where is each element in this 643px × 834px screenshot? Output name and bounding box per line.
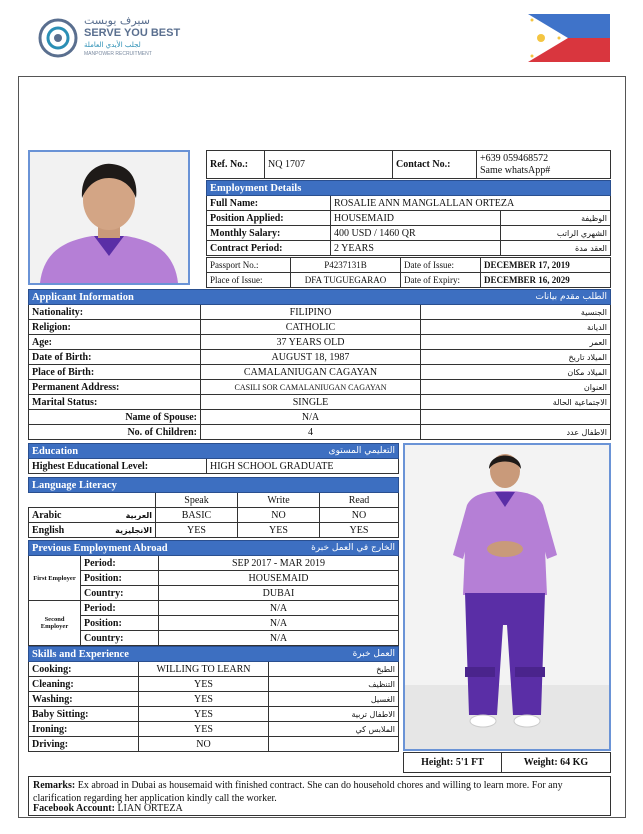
arabic-write: NO	[238, 508, 320, 523]
nationality-ar: الجنسية	[421, 305, 611, 320]
second-country-value: N/A	[159, 631, 399, 646]
children-label: No. of Children:	[29, 425, 201, 440]
driving-ar	[269, 737, 399, 752]
education-value: HIGH SCHOOL GRADUATE	[207, 459, 399, 474]
babysitting-ar: الاطفال تربية	[269, 707, 399, 722]
address-ar: العنوان	[421, 380, 611, 395]
fullname-value: ROSALIE ANN MANGLALLAN ORTEZA	[331, 196, 611, 211]
religion-value: CATHOLIC	[201, 320, 421, 335]
age-label: Age:	[29, 335, 201, 350]
company-logo	[38, 14, 218, 64]
passport-table	[206, 257, 611, 288]
education-table	[28, 443, 399, 474]
dob-value: AUGUST 18, 1987	[201, 350, 421, 365]
religion-label: Religion:	[29, 320, 201, 335]
previous-employment-table	[28, 540, 399, 646]
cleaning-label: Cleaning:	[29, 677, 139, 692]
contract-value: 2 YEARS	[331, 241, 501, 256]
washing-label: Washing:	[29, 692, 139, 707]
weight-value: Weight: 64 KG	[502, 753, 611, 773]
children-ar: الاطفال عدد	[421, 425, 611, 440]
write-col: Write	[238, 493, 320, 508]
driving-value: NO	[139, 737, 269, 752]
dob-label: Date of Birth:	[29, 350, 201, 365]
contract-label: Contract Period:	[207, 241, 331, 256]
applicant-info-table	[28, 289, 611, 440]
dob-ar: الميلاد تاريخ	[421, 350, 611, 365]
previous-header: Previous Employment Abroad الخارج في العمل خبرة	[29, 541, 399, 556]
position-ar: الوظيفة	[501, 211, 611, 226]
language-table	[28, 477, 399, 538]
age-value: 37 YEARS OLD	[201, 335, 421, 350]
english-speak: YES	[156, 523, 238, 538]
issue-date-label: Date of Issue:	[401, 258, 481, 273]
first-position-value: HOUSEMAID	[159, 571, 399, 586]
height-value: Height: 5'1 FT	[404, 753, 502, 773]
position-value: HOUSEMAID	[331, 211, 501, 226]
passport-value: P4237131B	[291, 258, 401, 273]
marital-value: SINGLE	[201, 395, 421, 410]
employment-header: Employment Details	[207, 181, 611, 196]
arabic-label: Arabic العربية	[29, 508, 156, 523]
arabic-speak: BASIC	[156, 508, 238, 523]
remarks-text	[33, 779, 603, 805]
babysitting-label: Baby Sitting:	[29, 707, 139, 722]
second-position-value: N/A	[159, 616, 399, 631]
ironing-ar: الملابس كي	[269, 722, 399, 737]
english-read: YES	[320, 523, 399, 538]
facebook-line	[33, 803, 183, 814]
first-period-value: SEP 2017 - MAR 2019	[159, 556, 399, 571]
pob-ar: الميلاد مكان	[421, 365, 611, 380]
speak-col: Speak	[156, 493, 238, 508]
contact-label: Contact No.:	[393, 151, 477, 179]
passport-label: Passport No.:	[207, 258, 291, 273]
age-ar: العمر	[421, 335, 611, 350]
spouse-value: N/A	[201, 410, 421, 425]
ref-contact-table	[206, 150, 611, 179]
first-position-label: Position:	[81, 571, 159, 586]
marital-ar: الاجتماعية الحالة	[421, 395, 611, 410]
cleaning-ar: التنظيف	[269, 677, 399, 692]
employment-details-table	[206, 180, 611, 256]
logo-sub: MANPOWER RECRUITMENT	[84, 51, 152, 57]
cooking-ar: الطبخ	[269, 662, 399, 677]
skills-header: Skills and Experience العمل خبرة	[29, 647, 399, 662]
fullname-label: Full Name:	[207, 196, 331, 211]
read-col: Read	[320, 493, 399, 508]
position-label: Position Applied:	[207, 211, 331, 226]
second-employer-label: Second Employer	[29, 601, 81, 646]
first-period-label: Period:	[81, 556, 159, 571]
second-position-label: Position:	[81, 616, 159, 631]
contact-value: +639 059468572 Same whatsApp#	[477, 151, 611, 179]
issue-place-value: DFA TUGUEGARAO	[291, 273, 401, 288]
logo-arabic-sub: لجلب الأيدي العاملة	[84, 41, 141, 49]
arabic-read: NO	[320, 508, 399, 523]
remarks-label: Remarks:	[33, 780, 76, 791]
ref-value: NQ 1707	[265, 151, 393, 179]
ref-label: Ref. No.:	[207, 151, 265, 179]
salary-ar: الشهري الراتب	[501, 226, 611, 241]
applicant-header: Applicant Information الطلب مقدم بيانات	[29, 290, 611, 305]
nationality-label: Nationality:	[29, 305, 201, 320]
remarks-value: Ex abroad in Dubai as housemaid with finished contract. She can do household chores and willing to learn more. For any clarification regarding her application kindly call the worker.	[33, 780, 563, 804]
facebook-value: LIAN ORTEZA	[117, 803, 183, 814]
logo-arabic: سيرف يوبست	[84, 14, 150, 27]
education-header: Education التعليمي المستوى	[29, 444, 399, 459]
driving-label: Driving:	[29, 737, 139, 752]
logo-globe-icon	[38, 18, 78, 58]
contract-ar: العقد مدة	[501, 241, 611, 256]
ironing-value: YES	[139, 722, 269, 737]
address-value: CASILI SOR CAMALANIUGAN CAGAYAN	[201, 380, 421, 395]
second-period-value: N/A	[159, 601, 399, 616]
cleaning-value: YES	[139, 677, 269, 692]
spouse-ar	[421, 410, 611, 425]
pob-label: Place of Birth:	[29, 365, 201, 380]
physical-table	[403, 752, 611, 773]
cooking-value: WILLING TO LEARN	[139, 662, 269, 677]
nationality-value: FILIPINO	[201, 305, 421, 320]
applicant-photo	[28, 150, 190, 285]
english-write: YES	[238, 523, 320, 538]
first-employer-label: First Employer	[29, 556, 81, 601]
logo-name: SERVE YOU BEST	[84, 27, 181, 39]
second-period-label: Period:	[81, 601, 159, 616]
philippines-flag-icon	[528, 14, 610, 62]
facebook-label: Facebook Account:	[33, 803, 115, 814]
address-label: Permanent Address:	[29, 380, 201, 395]
cooking-label: Cooking:	[29, 662, 139, 677]
expiry-value: DECEMBER 16, 2029	[481, 273, 611, 288]
second-country-label: Country:	[81, 631, 159, 646]
issue-date-value: DECEMBER 17, 2019	[481, 258, 611, 273]
pob-value: CAMALANIUGAN CAGAYAN	[201, 365, 421, 380]
salary-value: 400 USD / 1460 QR	[331, 226, 501, 241]
language-header: Language Literacy	[29, 478, 399, 493]
first-country-label: Country:	[81, 586, 159, 601]
spouse-label: Name of Spouse:	[29, 410, 201, 425]
salary-label: Monthly Salary:	[207, 226, 331, 241]
religion-ar: الديانة	[421, 320, 611, 335]
ironing-label: Ironing:	[29, 722, 139, 737]
washing-ar: الغسيل	[269, 692, 399, 707]
first-country-value: DUBAI	[159, 586, 399, 601]
washing-value: YES	[139, 692, 269, 707]
children-value: 4	[201, 425, 421, 440]
full-body-photo	[403, 443, 611, 751]
marital-label: Marital Status:	[29, 395, 201, 410]
expiry-label: Date of Expiry:	[401, 273, 481, 288]
babysitting-value: YES	[139, 707, 269, 722]
skills-table	[28, 646, 399, 752]
education-label: Highest Educational Level:	[29, 459, 207, 474]
english-label: English الانجليزية	[29, 523, 156, 538]
issue-place-label: Place of Issue:	[207, 273, 291, 288]
